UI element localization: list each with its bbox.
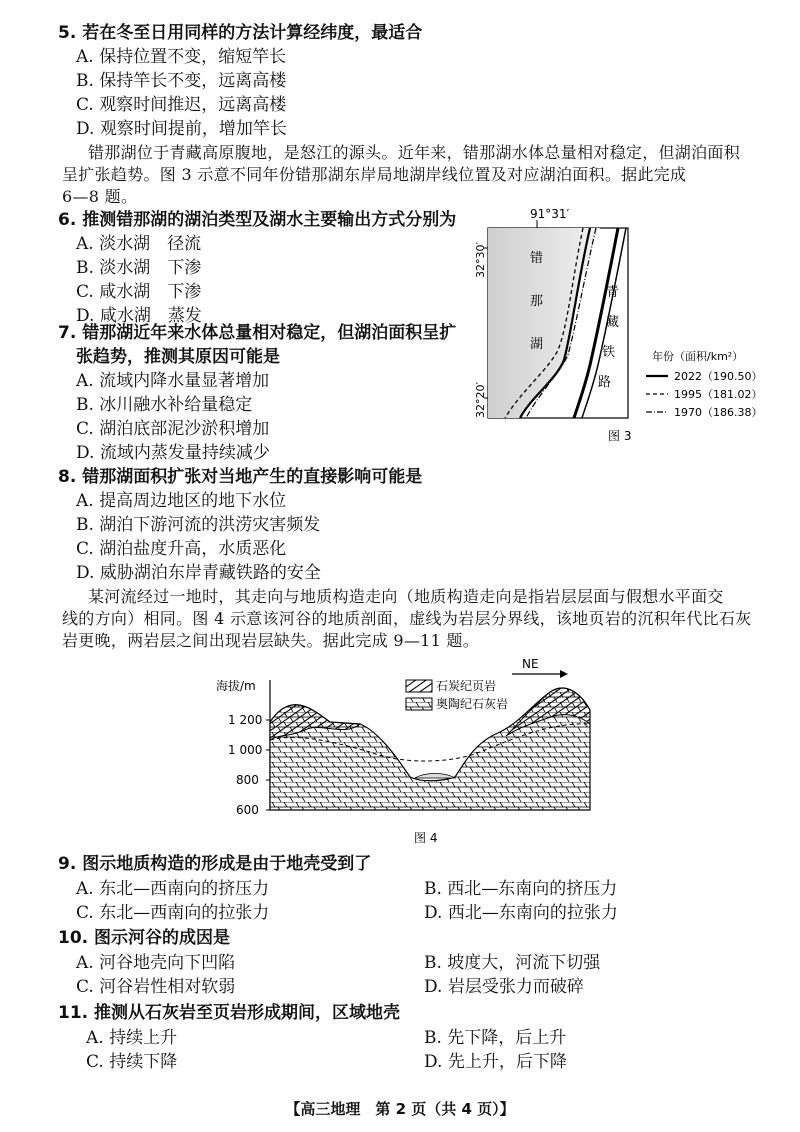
page-footer: 【高三地理 第 2 页（共 4 页）】	[285, 1100, 515, 1118]
q8-option-c: C. 湖泊盐度升高，水质恶化	[76, 539, 287, 559]
fig3-longitude-label: 91°31′	[530, 207, 570, 221]
fig4-legend-limestone: 奥陶纪石灰岩	[436, 697, 509, 711]
fig4-caption: 图 4	[414, 831, 438, 845]
intro1-line1: 错那湖位于青藏高原腹地，是怒江的源头。近年来，错那湖水体总量相对稳定，但湖泊面积	[88, 143, 741, 162]
q6-option-b: B. 淡水湖 下渗	[76, 258, 202, 278]
fig4-tick-600: 600	[236, 803, 259, 817]
fig3-caption: 图 3	[608, 429, 632, 443]
fig3-legend-title: 年份（面积/km²）	[652, 350, 744, 363]
q9-option-b: B. 西北—东南向的挤压力	[424, 879, 618, 899]
fig3-lat-top: 32°30′	[474, 242, 487, 278]
q6-option-d: D. 咸水湖 蒸发	[76, 306, 202, 326]
intro2-line3: 岩更晚，两岩层之间出现岩层缺失。据此完成 9—11 题。	[62, 631, 480, 650]
q7-option-c: C. 湖泊底部泥沙淤积增加	[76, 419, 270, 439]
q5-option-a: A. 保持位置不变，缩短竿长	[76, 47, 287, 67]
fig3-lake-char-2: 那	[530, 294, 544, 309]
q11-stem: 11. 推测从石灰岩至页岩形成期间，区域地壳	[58, 1003, 401, 1023]
q6-stem: 6. 推测错那湖的湖泊类型及湖水主要输出方式分别为	[58, 210, 457, 230]
intro1-line2: 呈扩张趋势。图 3 示意不同年份错那湖东岸局地湖岸线位置及对应湖泊面积。据此完成	[62, 165, 687, 184]
q5-option-c: C. 观察时间推迟，远离高楼	[76, 95, 287, 115]
q6-option-c: C. 咸水湖 下渗	[76, 282, 202, 302]
q11-option-c: C. 持续下降	[86, 1052, 178, 1072]
q10-option-a: A. 河谷地壳向下凹陷	[76, 953, 236, 973]
fig3-rail-char-1: 青	[606, 285, 620, 300]
intro1-line3: 6—8 题。	[62, 187, 138, 206]
fig3-lake-char-3: 湖	[530, 337, 544, 352]
fig3-legend-1995: 1995（181.02）	[674, 388, 763, 401]
intro2-line2: 线的方向）相同。图 4 示意该河谷的地质剖面，虚线为岩层分界线，该地页岩的沉积年代比石灰	[62, 609, 752, 628]
q8-option-b: B. 湖泊下游河流的洪涝灾害频发	[76, 515, 321, 535]
q11-option-b: B. 先下降，后上升	[424, 1028, 567, 1048]
fig3-rail-char-2: 藏	[606, 315, 620, 330]
figure-3	[460, 200, 780, 450]
fig4-legend-limestone-swatch	[406, 698, 432, 710]
q6-option-a: A. 淡水湖 径流	[76, 234, 202, 254]
fig3-lat-bottom: 32°20′	[474, 382, 487, 418]
q9-stem: 9. 图示地质构造的形成是由于地壳受到了	[58, 854, 372, 874]
fig4-tick-1200: 1 200	[228, 713, 263, 727]
q7-option-b: B. 冰川融水补给量稳定	[76, 395, 253, 415]
q9-option-d: D. 西北—东南向的拉张力	[424, 903, 618, 923]
q9-option-c: C. 东北—西南向的拉张力	[76, 903, 270, 923]
fig4-legend-shale: 石炭纪页岩	[436, 679, 497, 693]
fig3-legend-1970: 1970（186.38）	[674, 406, 763, 419]
fig3-legend-2022: 2022（190.50）	[674, 370, 763, 383]
fig3-rail-char-4: 路	[598, 375, 612, 390]
fig4-legend-shale-swatch	[406, 680, 432, 692]
q10-option-b: B. 坡度大，河流下切强	[424, 953, 601, 973]
fig3-rail-char-3: 铁	[602, 345, 616, 360]
q7-option-d: D. 流域内蒸发量持续减少	[76, 443, 270, 463]
fig4-tick-1000: 1 000	[228, 743, 263, 757]
fig3-lake-char-1: 错	[530, 251, 544, 266]
fig4-direction-arrow	[560, 670, 568, 678]
q10-option-c: C. 河谷岩性相对软弱	[76, 977, 236, 997]
fig4-direction-label: NE	[522, 657, 539, 671]
q11-option-a: A. 持续上升	[86, 1028, 178, 1048]
figure-4	[210, 652, 630, 852]
q8-option-a: A. 提高周边地区的地下水位	[76, 491, 287, 511]
q7-stem-line2: 张趋势，推测其原因可能是	[76, 347, 280, 367]
q7-option-a: A. 流域内降水量显著增加	[76, 371, 270, 391]
q7-stem-line1: 7. 错那湖近年来水体总量相对稳定，但湖泊面积呈扩	[58, 323, 457, 343]
q5-option-d: D. 观察时间提前，增加竿长	[76, 119, 287, 139]
intro2-line1: 某河流经过一地时，其走向与地质构造走向（地质构造走向是指岩层层面与假想水平面交	[88, 587, 724, 606]
q5-option-b: B. 保持竿长不变，远离高楼	[76, 71, 287, 91]
q5-stem: 5. 若在冬至日用同样的方法计算经纬度，最适合	[58, 23, 423, 43]
q8-stem: 8. 错那湖面积扩张对当地产生的直接影响可能是	[58, 467, 423, 487]
q10-option-d: D. 岩层受张力而破碎	[424, 977, 584, 997]
q11-option-d: D. 先上升，后下降	[424, 1052, 567, 1072]
fig4-river	[415, 774, 455, 779]
q9-option-a: A. 东北—西南向的挤压力	[76, 879, 270, 899]
q8-option-d: D. 威胁湖泊东岸青藏铁路的安全	[76, 563, 321, 583]
q10-stem: 10. 图示河谷的成因是	[58, 928, 231, 948]
fig4-tick-800: 800	[236, 773, 259, 787]
fig4-ylabel: 海拔/m	[216, 679, 256, 693]
